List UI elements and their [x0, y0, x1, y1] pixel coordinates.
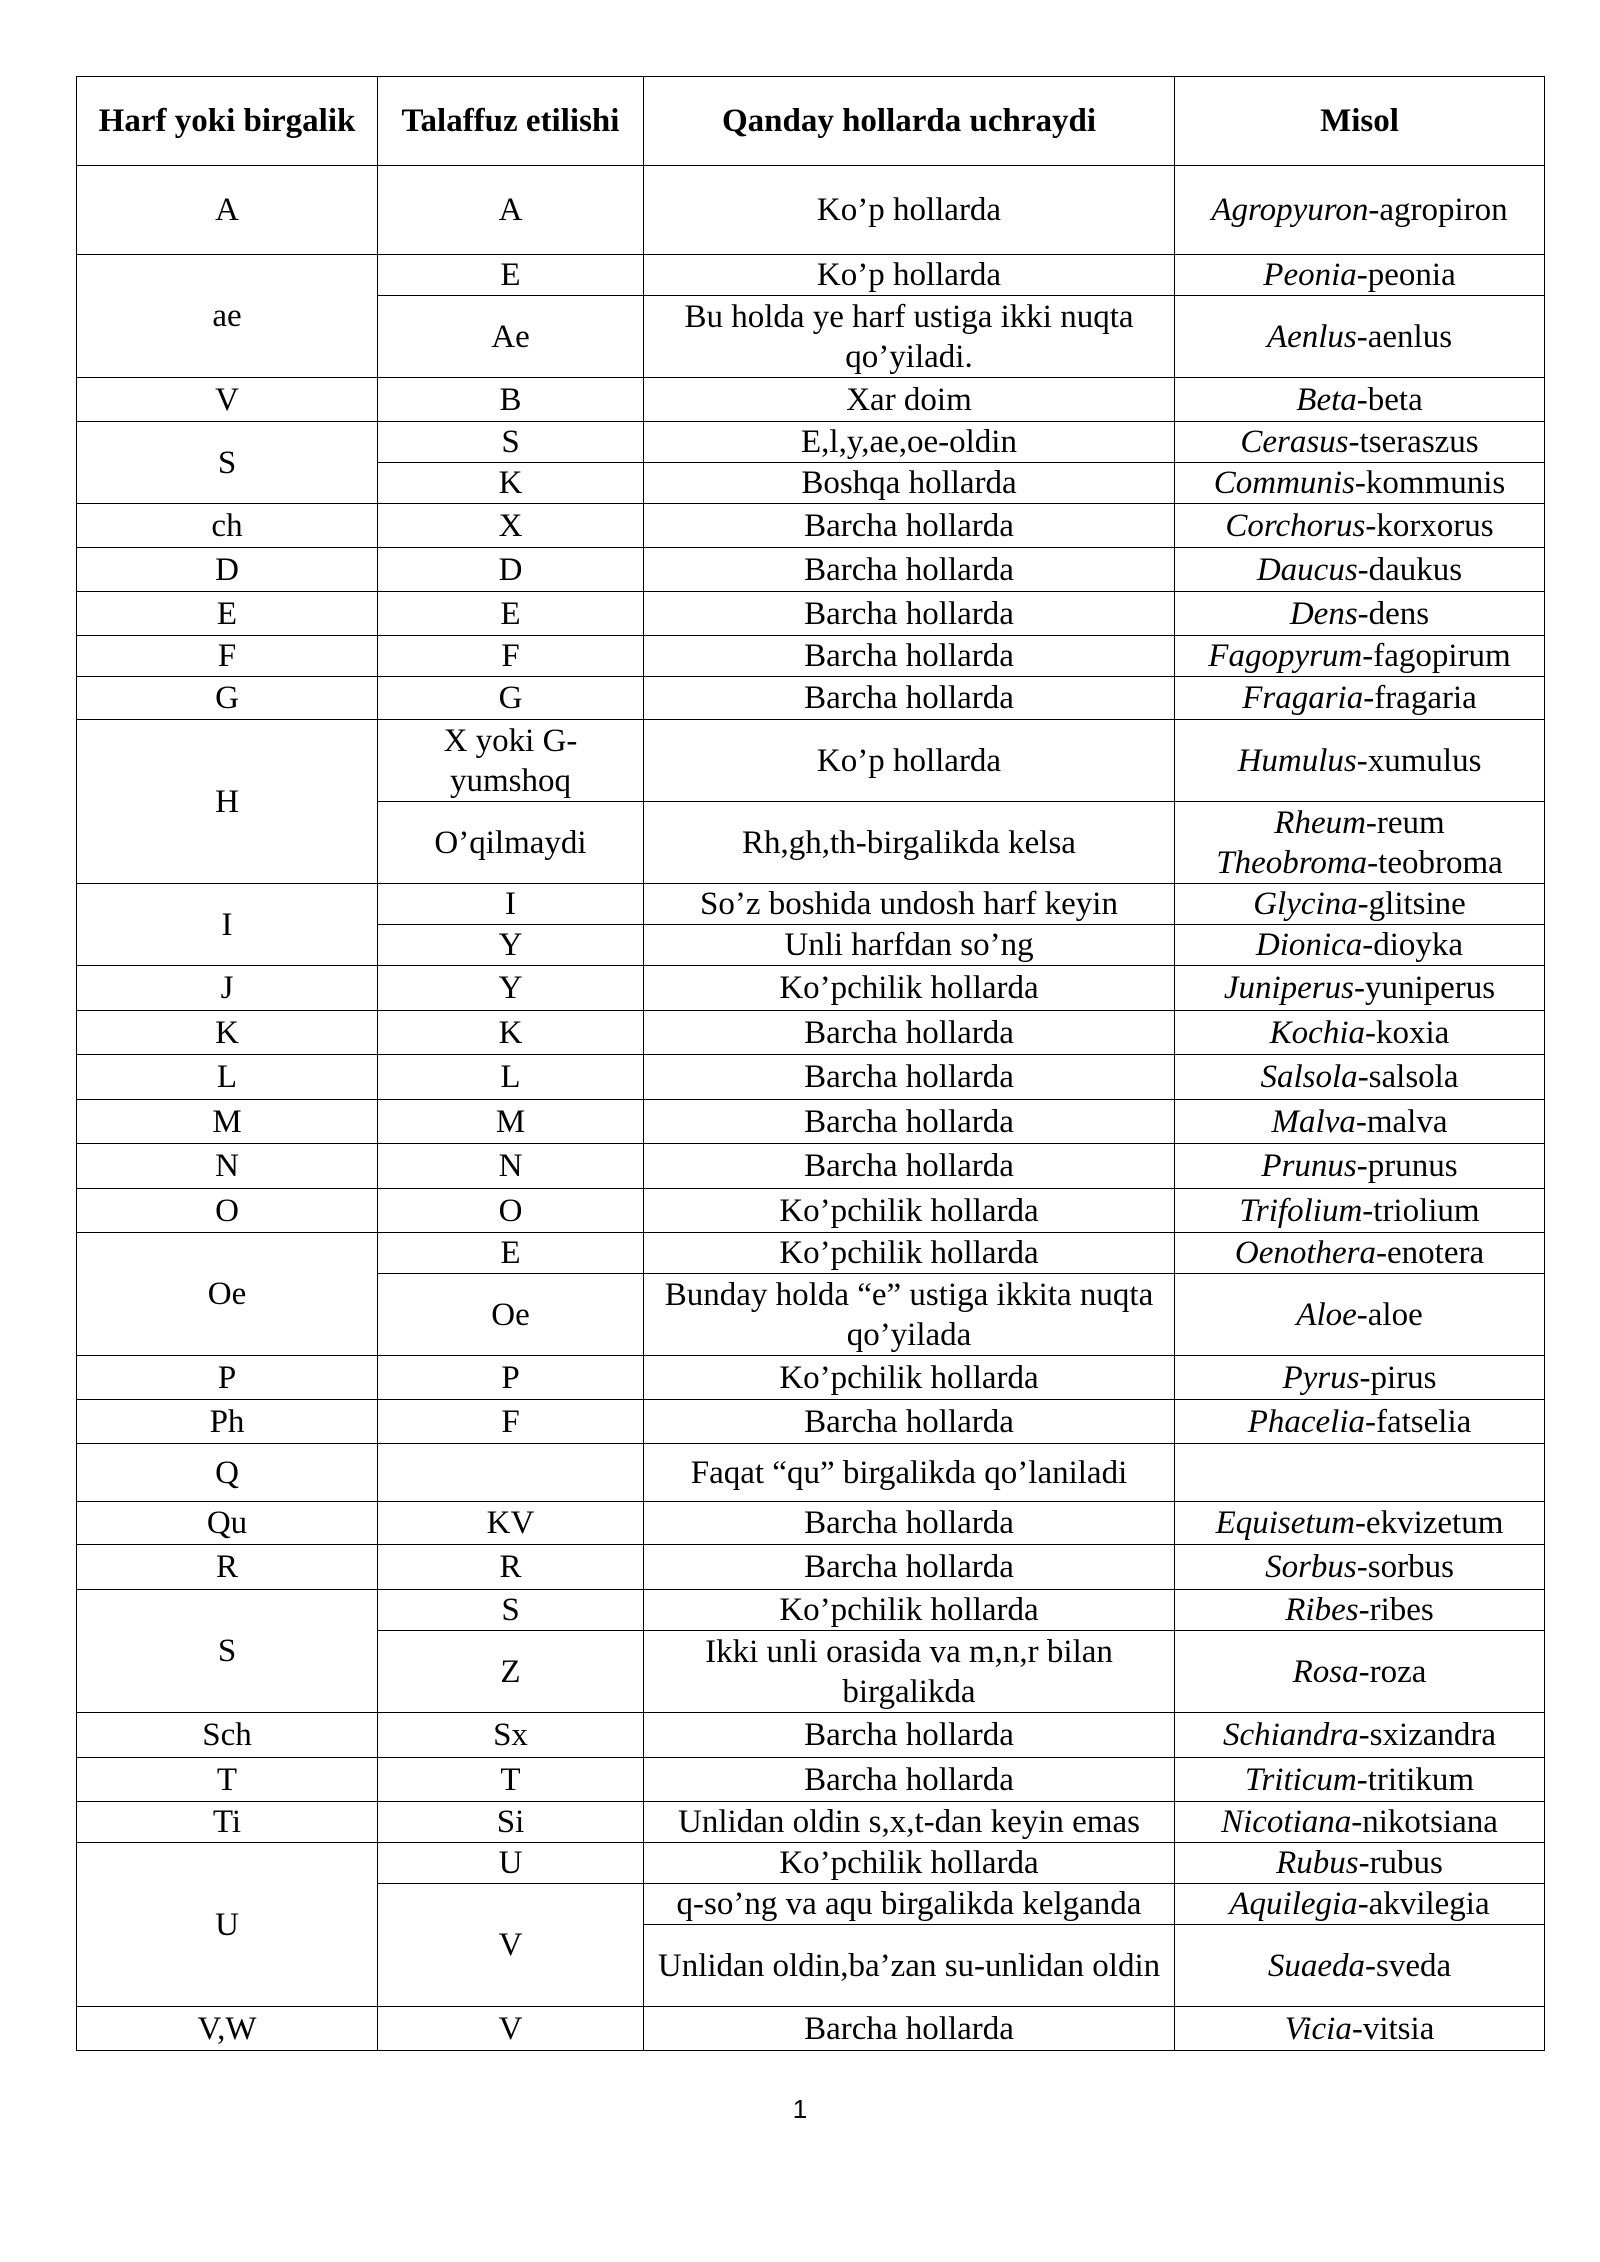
table-row	[77, 378, 1545, 422]
example-reading: -daukus	[1357, 551, 1463, 588]
letter-cell: Ti	[77, 1802, 378, 1843]
condition-cell: Barcha hollarda	[644, 677, 1175, 720]
pronunciation-cell: K	[378, 463, 644, 504]
condition-cell: Barcha hollarda	[644, 1055, 1175, 1100]
example-reading: -agropiron	[1368, 192, 1508, 228]
condition-cell: Bunday holda “e” ustiga ikkita nuqta qo’yilada	[644, 1274, 1175, 1356]
pronunciation-cell: X yoki G-yumshoq	[378, 720, 644, 802]
example-cell	[1175, 925, 1545, 966]
letter-cell: Ph	[77, 1400, 378, 1444]
letter-cell: T	[77, 1758, 378, 1802]
example-cell	[1175, 1758, 1545, 1802]
example-latin: Oenothera	[1234, 1235, 1377, 1271]
pronunciation-cell	[378, 1444, 644, 1502]
letter-cell: S	[77, 1590, 378, 1713]
letter-cell: D	[77, 548, 378, 592]
example-cell	[1175, 1884, 1545, 1925]
letter-cell: ae	[77, 255, 378, 378]
pronunciation-cell: D	[378, 548, 644, 592]
condition-cell: Unlidan oldin,ba’zan su-unlidan oldin	[644, 1925, 1175, 2007]
example-latin: Aquilegia	[1229, 1886, 1358, 1922]
example-latin: Fagopyrum	[1208, 638, 1363, 674]
example-cell	[1175, 884, 1545, 925]
table-row	[77, 1502, 1545, 1545]
example-latin: Kochia	[1269, 1014, 1365, 1051]
example-latin: Rubus	[1276, 1845, 1359, 1881]
pronunciation-cell: KV	[378, 1502, 644, 1545]
pronunciation-cell: T	[378, 1758, 644, 1802]
example-cell	[1175, 378, 1545, 422]
example-latin: Glycina	[1253, 886, 1358, 922]
example-latin: Vicia	[1284, 2010, 1352, 2047]
table-row	[77, 1189, 1545, 1233]
condition-cell: Faqat “qu” birgalikda qo’laniladi	[644, 1444, 1175, 1502]
example-reading: -sxizandra	[1358, 1717, 1497, 1753]
example-reading: -korxorus	[1365, 507, 1494, 544]
condition-cell: Xar doim	[644, 378, 1175, 422]
table-row	[77, 1055, 1545, 1100]
pronunciation-cell: Z	[378, 1631, 644, 1713]
condition-cell: Rh,gh,th-birgalikda kelsa	[644, 802, 1175, 884]
letter-cell: N	[77, 1144, 378, 1189]
example-reading: -xumulus	[1356, 742, 1482, 779]
example-cell	[1175, 548, 1545, 592]
table-header-row	[77, 77, 1545, 166]
header-example: Misol	[1175, 77, 1545, 166]
example-latin: Ribes	[1285, 1592, 1359, 1628]
table-row	[77, 966, 1545, 1011]
example-cell	[1175, 1100, 1545, 1144]
pronunciation-cell: I	[378, 884, 644, 925]
example-cell	[1175, 1274, 1545, 1356]
example-cell	[1175, 1843, 1545, 1884]
example-latin: Theobroma	[1216, 844, 1368, 881]
example-reading: -ribes	[1358, 1592, 1434, 1628]
letter-cell: G	[77, 677, 378, 720]
example-reading: -vitsia	[1351, 2010, 1435, 2047]
example-reading: -akvilegia	[1357, 1886, 1490, 1922]
example-latin: Peonia	[1263, 257, 1357, 293]
example-reading: -rubus	[1358, 1845, 1443, 1881]
pronunciation-cell: Y	[378, 925, 644, 966]
table-row	[77, 1011, 1545, 1055]
example-reading: -aloe	[1356, 1296, 1423, 1333]
example-cell	[1175, 422, 1545, 463]
example-latin: Triticum	[1244, 1761, 1357, 1798]
letter-cell: O	[77, 1189, 378, 1233]
condition-cell: Barcha hollarda	[644, 1011, 1175, 1055]
example-latin: Juniperus	[1223, 970, 1354, 1006]
pronunciation-cell: Sx	[378, 1713, 644, 1758]
condition-cell: Ko’p hollarda	[644, 720, 1175, 802]
example-cell	[1175, 166, 1545, 255]
pronunciation-cell: E	[378, 255, 644, 296]
example-reading: -beta	[1356, 381, 1423, 418]
example-reading: -sveda	[1365, 1947, 1452, 1984]
example-latin: Aenlus	[1266, 318, 1357, 355]
example-cell	[1175, 966, 1545, 1011]
letter-cell: K	[77, 1011, 378, 1055]
condition-cell: Ko’p hollarda	[644, 166, 1175, 255]
example-reading: -glitsine	[1357, 886, 1466, 922]
condition-cell: Unli harfdan so’ng	[644, 925, 1175, 966]
example-cell	[1175, 1189, 1545, 1233]
pronunciation-cell: Ae	[378, 296, 644, 378]
example-reading: -salsola	[1357, 1059, 1459, 1095]
pronunciation-table	[76, 76, 1545, 2051]
example-latin: Agropyuron	[1211, 192, 1369, 228]
example-reading: -yuniperus	[1354, 970, 1496, 1006]
example-cell	[1175, 296, 1545, 378]
pronunciation-cell: U	[378, 1843, 644, 1884]
example-cell	[1175, 1631, 1545, 1713]
table-row	[77, 1356, 1545, 1400]
condition-cell: Barcha hollarda	[644, 548, 1175, 592]
example-latin: Phacelia	[1247, 1403, 1365, 1440]
pronunciation-cell: O’qilmaydi	[378, 802, 644, 884]
table-row	[77, 1400, 1545, 1444]
pronunciation-cell: N	[378, 1144, 644, 1189]
letter-cell: P	[77, 1356, 378, 1400]
example-cell	[1175, 1055, 1545, 1100]
example-cell	[1175, 1011, 1545, 1055]
example-cell	[1175, 636, 1545, 677]
example-cell	[1175, 255, 1545, 296]
example-latin: Rosa	[1292, 1653, 1359, 1690]
example-latin: Cerasus	[1240, 424, 1349, 460]
table-row	[77, 592, 1545, 636]
pronunciation-cell: Y	[378, 966, 644, 1011]
example-reading: -nikotsiana	[1351, 1804, 1498, 1840]
pronunciation-cell: R	[378, 1545, 644, 1590]
pronunciation-cell: Si	[378, 1802, 644, 1843]
condition-cell: Ikki unli orasida va m,n,r bilan birgalikda	[644, 1631, 1175, 1713]
example-reading: -teobroma	[1367, 844, 1503, 881]
example-reading: -reum	[1365, 804, 1445, 841]
table-row	[77, 1713, 1545, 1758]
table-row	[77, 166, 1545, 255]
example-cell	[1175, 1802, 1545, 1843]
example-reading: -tseraszus	[1348, 424, 1479, 460]
letter-cell: M	[77, 1100, 378, 1144]
example-cell	[1175, 802, 1545, 884]
example-reading: -koxia	[1365, 1014, 1450, 1051]
example-cell	[1175, 1925, 1545, 2007]
letter-cell: Q	[77, 1444, 378, 1502]
table-row	[77, 255, 1545, 296]
example-latin: Communis	[1213, 465, 1355, 501]
example-reading: -malva	[1355, 1103, 1448, 1140]
pronunciation-cell: K	[378, 1011, 644, 1055]
example-reading: -ekvizetum	[1354, 1505, 1504, 1541]
pronunciation-cell: G	[378, 677, 644, 720]
example-latin: Daucus	[1256, 551, 1358, 588]
condition-cell: Ko’pchilik hollarda	[644, 1189, 1175, 1233]
condition-cell: Barcha hollarda	[644, 504, 1175, 548]
header-pronunciation: Talaffuz etilishi	[378, 77, 644, 166]
header-letter: Harf yoki birgalik	[77, 77, 378, 166]
example-latin: Prunus	[1261, 1148, 1357, 1184]
letter-cell: V,W	[77, 2007, 378, 2051]
table-row	[77, 677, 1545, 720]
condition-cell: Barcha hollarda	[644, 1144, 1175, 1189]
condition-cell: Barcha hollarda	[644, 2007, 1175, 2051]
page-number: 1	[792, 2094, 808, 2124]
example-latin: Malva	[1271, 1103, 1356, 1140]
table-row	[77, 1590, 1545, 1631]
example-latin: Humulus	[1237, 742, 1357, 779]
pronunciation-cell: E	[378, 1233, 644, 1274]
pronunciation-cell: L	[378, 1055, 644, 1100]
condition-cell: Barcha hollarda	[644, 636, 1175, 677]
example-reading: -aenlus	[1356, 318, 1453, 355]
pronunciation-cell: V	[378, 1884, 644, 2007]
table-row	[77, 1758, 1545, 1802]
table-row	[77, 1802, 1545, 1843]
letter-cell: I	[77, 884, 378, 966]
example-reading: -kommunis	[1354, 465, 1506, 501]
example-cell	[1175, 1233, 1545, 1274]
example-latin: Beta	[1296, 381, 1357, 418]
example-cell	[1175, 1590, 1545, 1631]
pronunciation-cell: V	[378, 2007, 644, 2051]
example-cell	[1175, 720, 1545, 802]
condition-cell: Unlidan oldin s,x,t-dan keyin emas	[644, 1802, 1175, 1843]
example-latin: Schiandra	[1222, 1717, 1359, 1753]
example-reading: -prunus	[1356, 1148, 1458, 1184]
condition-cell: So’z boshida undosh harf keyin	[644, 884, 1175, 925]
pronunciation-cell: E	[378, 592, 644, 636]
example-cell	[1175, 1444, 1545, 1502]
pronunciation-cell: S	[378, 1590, 644, 1631]
letter-cell: Oe	[77, 1233, 378, 1356]
example-latin: Equisetum	[1215, 1505, 1355, 1541]
pronunciation-cell: P	[378, 1356, 644, 1400]
example-latin: Salsola	[1260, 1059, 1358, 1095]
pronunciation-cell: F	[378, 636, 644, 677]
example-cell	[1175, 1545, 1545, 1590]
example-reading: -fragaria	[1363, 680, 1477, 716]
example-latin: Dens	[1289, 595, 1358, 632]
example-latin: Pyrus	[1282, 1359, 1360, 1396]
example-cell	[1175, 504, 1545, 548]
table-row	[77, 1100, 1545, 1144]
table-row	[77, 1545, 1545, 1590]
example-reading: -fagopirum	[1362, 638, 1511, 674]
example-cell	[1175, 1400, 1545, 1444]
pronunciation-cell: F	[378, 1400, 644, 1444]
letter-cell: F	[77, 636, 378, 677]
table-row	[77, 1144, 1545, 1189]
example-latin: Fragaria	[1242, 680, 1364, 716]
condition-cell: Ko’pchilik hollarda	[644, 1590, 1175, 1631]
letter-cell: S	[77, 422, 378, 504]
condition-cell: q-so’ng va aqu birgalikda kelganda	[644, 1884, 1175, 1925]
example-latin: Suaeda	[1267, 1947, 1365, 1984]
condition-cell: Boshqa hollarda	[644, 463, 1175, 504]
condition-cell: Ko’p hollarda	[644, 255, 1175, 296]
example-latin: Trifolium	[1239, 1192, 1363, 1229]
table-row	[77, 636, 1545, 677]
condition-cell: Barcha hollarda	[644, 1758, 1175, 1802]
letter-cell: H	[77, 720, 378, 884]
letter-cell: L	[77, 1055, 378, 1100]
example-cell	[1175, 677, 1545, 720]
letter-cell: V	[77, 378, 378, 422]
example-reading: -triolium	[1362, 1192, 1480, 1229]
example-reading: -peonia	[1356, 257, 1456, 293]
example-reading: -enotera	[1376, 1235, 1485, 1271]
table-row	[77, 1444, 1545, 1502]
table-row	[77, 884, 1545, 925]
condition-cell: Bu holda ye harf ustiga ikki nuqta qo’yiladi.	[644, 296, 1175, 378]
letter-cell: R	[77, 1545, 378, 1590]
pronunciation-cell: M	[378, 1100, 644, 1144]
letter-cell: Qu	[77, 1502, 378, 1545]
pronunciation-cell: B	[378, 378, 644, 422]
example-reading: -roza	[1358, 1653, 1427, 1690]
example-reading: -dens	[1357, 595, 1430, 632]
condition-cell: Barcha hollarda	[644, 592, 1175, 636]
example-cell	[1175, 1713, 1545, 1758]
condition-cell: E,l,y,ae,oe-oldin	[644, 422, 1175, 463]
example-reading: -dioyka	[1362, 927, 1464, 963]
example-reading: -fatselia	[1365, 1403, 1472, 1440]
pronunciation-cell: Oe	[378, 1274, 644, 1356]
example-latin: Aloe	[1296, 1296, 1357, 1333]
condition-cell: Ko’pchilik hollarda	[644, 1233, 1175, 1274]
letter-cell: A	[77, 166, 378, 255]
condition-cell: Barcha hollarda	[644, 1545, 1175, 1590]
letter-cell: E	[77, 592, 378, 636]
example-cell	[1175, 463, 1545, 504]
letter-cell: U	[77, 1843, 378, 2007]
example-latin: Rheum	[1274, 804, 1366, 841]
example-cell	[1175, 592, 1545, 636]
letter-cell: Sch	[77, 1713, 378, 1758]
condition-cell: Ko’pchilik hollarda	[644, 1843, 1175, 1884]
condition-cell: Barcha hollarda	[644, 1100, 1175, 1144]
table-row	[77, 720, 1545, 802]
example-latin: Nicotiana	[1221, 1804, 1352, 1840]
example-latin: Sorbus	[1265, 1549, 1357, 1585]
letter-cell: J	[77, 966, 378, 1011]
table-row	[77, 1843, 1545, 1884]
condition-cell: Ko’pchilik hollarda	[644, 1356, 1175, 1400]
letter-cell: ch	[77, 504, 378, 548]
example-reading: -sorbus	[1356, 1549, 1454, 1585]
table-row	[77, 504, 1545, 548]
example-reading: -tritikum	[1356, 1761, 1475, 1798]
pronunciation-cell: X	[378, 504, 644, 548]
header-condition: Qanday hollarda uchraydi	[644, 77, 1175, 166]
pronunciation-cell: A	[378, 166, 644, 255]
table-row	[77, 1233, 1545, 1274]
table-row	[77, 548, 1545, 592]
example-cell	[1175, 1144, 1545, 1189]
condition-cell: Barcha hollarda	[644, 1400, 1175, 1444]
pronunciation-cell: S	[378, 422, 644, 463]
example-cell	[1175, 1356, 1545, 1400]
example-latin: Dionica	[1255, 927, 1363, 963]
example-cell	[1175, 2007, 1545, 2051]
example-cell	[1175, 1502, 1545, 1545]
table-row	[77, 2007, 1545, 2051]
condition-cell: Ko’pchilik hollarda	[644, 966, 1175, 1011]
pronunciation-cell: O	[378, 1189, 644, 1233]
example-latin: Corchorus	[1225, 507, 1366, 544]
table-row	[77, 422, 1545, 463]
condition-cell: Barcha hollarda	[644, 1713, 1175, 1758]
example-reading: -pirus	[1359, 1359, 1437, 1396]
condition-cell: Barcha hollarda	[644, 1502, 1175, 1545]
